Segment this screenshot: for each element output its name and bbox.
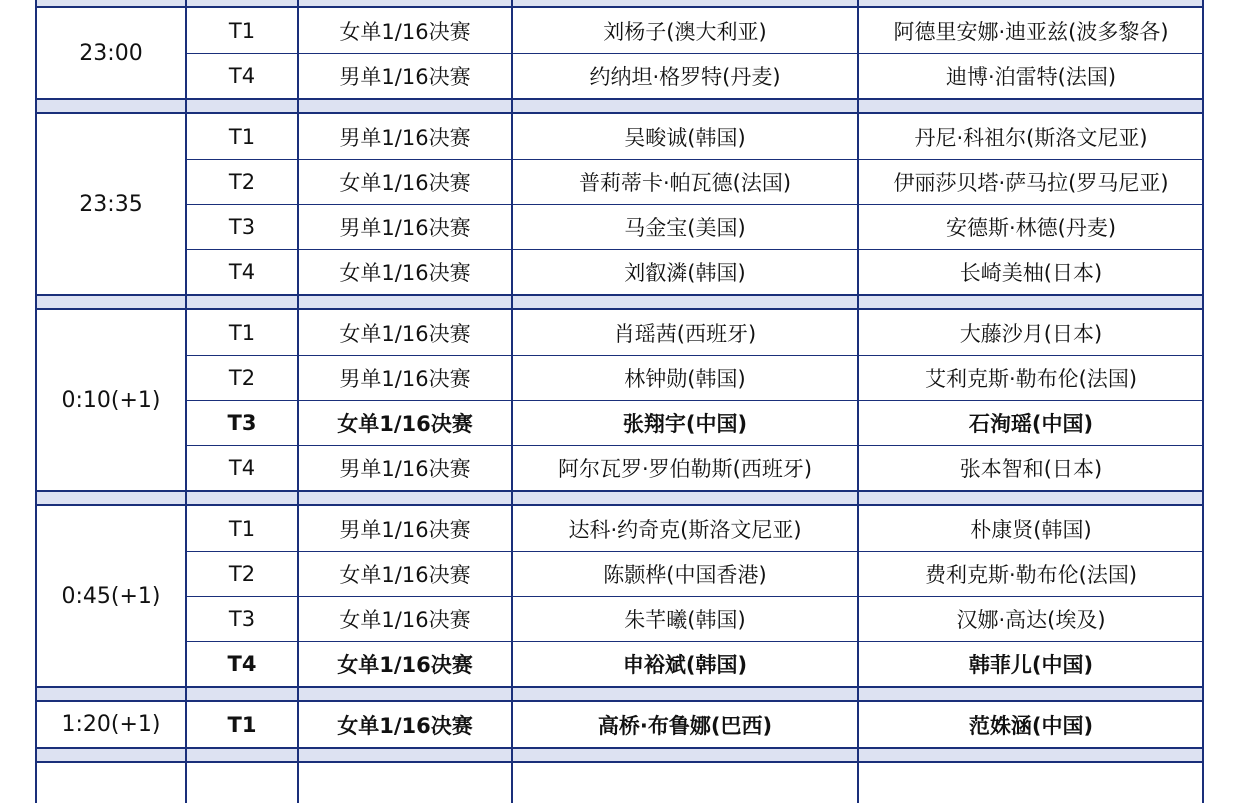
player-one: 阿尔瓦罗·罗伯勒斯(西班牙) [557, 457, 813, 481]
match-row [186, 641, 1204, 686]
event-name: 女单1/16决赛 [339, 608, 471, 632]
player-one: 张翔宇(中国) [622, 412, 748, 436]
time-slot-group [36, 8, 1204, 98]
player-one: 马金宝(美国) [624, 216, 746, 240]
player-two: 伊丽莎贝塔·萨马拉(罗马尼亚) [893, 171, 1169, 195]
player-one: 高桥·布鲁娜(巴西) [597, 713, 773, 738]
time-slot-group [36, 702, 1204, 747]
match-row [186, 551, 1204, 596]
player-one: 约纳坦·格罗特(丹麦) [589, 65, 781, 89]
event-name: 女单1/16决赛 [337, 412, 473, 436]
player-one: 吴畯诚(韩国) [624, 125, 746, 150]
match-row [186, 204, 1204, 249]
player-two: 大藤沙月(日本) [959, 321, 1103, 346]
table-number: T3 [227, 411, 257, 435]
match-row [186, 8, 1204, 53]
table-number: T2 [228, 366, 256, 390]
player-two: 费利克斯·勒布伦(法国) [924, 563, 1138, 587]
column-border [857, 0, 859, 803]
match-row [186, 506, 1204, 551]
event-name: 男单1/16决赛 [339, 517, 471, 542]
event-name: 男单1/16决赛 [339, 367, 471, 391]
time-slot-group [36, 114, 1204, 294]
time-slot-label: 0:45(+1) [61, 583, 161, 609]
column-border [185, 0, 187, 803]
player-one: 普莉蒂卡·帕瓦德(法国) [578, 171, 792, 195]
table-number: T1 [228, 516, 256, 541]
event-name: 男单1/16决赛 [339, 125, 471, 150]
table-number: T2 [228, 562, 256, 586]
time-slot-label: 0:10(+1) [61, 387, 161, 413]
player-one: 朱芊曦(韩国) [624, 608, 746, 632]
table-number: T4 [228, 260, 256, 284]
player-two: 长崎美柚(日本) [959, 261, 1103, 285]
match-row [186, 53, 1204, 98]
player-two: 迪博·泊雷特(法国) [945, 65, 1117, 89]
column-border [297, 0, 299, 803]
player-two: 范姝涵(中国) [968, 713, 1094, 738]
table-number: T4 [228, 456, 256, 480]
group-separator [36, 98, 1204, 114]
match-row [186, 249, 1204, 294]
player-one: 林钟勋(韩国) [624, 367, 746, 391]
match-row [186, 114, 1204, 159]
event-name: 女单1/16决赛 [337, 713, 473, 738]
schedule-table [36, 0, 1204, 803]
time-slot-group [36, 310, 1204, 490]
event-name: 男单1/16决赛 [339, 216, 471, 240]
time-slot-label: 1:20(+1) [61, 712, 161, 737]
column-border [1202, 0, 1204, 803]
match-row [186, 159, 1204, 204]
player-one: 刘杨子(澳大利亚) [603, 19, 767, 44]
match-row [186, 310, 1204, 355]
table-number: T1 [227, 712, 257, 737]
table-number: T1 [228, 320, 256, 345]
table-number: T3 [228, 607, 256, 631]
player-two: 丹尼·科祖尔(斯洛文尼亚) [914, 125, 1148, 150]
player-two: 朴康贤(韩国) [970, 517, 1092, 542]
match-row [186, 445, 1204, 490]
event-name: 女单1/16决赛 [339, 171, 471, 195]
time-slot-label: 23:35 [79, 191, 143, 217]
event-name: 男单1/16决赛 [339, 457, 471, 481]
player-two: 安德斯·林德(丹麦) [945, 216, 1117, 240]
group-separator [36, 0, 1204, 8]
player-two: 汉娜·高达(埃及) [956, 608, 1106, 632]
event-name: 女单1/16决赛 [339, 19, 471, 44]
player-two: 韩菲儿(中国) [968, 653, 1094, 677]
group-separator [36, 294, 1204, 310]
player-two: 艾利克斯·勒布伦(法国) [924, 367, 1138, 391]
match-row [186, 596, 1204, 641]
player-two: 张本智和(日本) [959, 457, 1103, 481]
event-name: 女单1/16决赛 [339, 563, 471, 587]
group-separator [36, 686, 1204, 702]
player-two: 阿德里安娜·迪亚兹(波多黎各) [893, 19, 1169, 44]
table-number: T2 [228, 170, 256, 194]
column-border [511, 0, 513, 803]
player-two: 石洵瑶(中国) [968, 412, 1094, 436]
table-number: T1 [228, 124, 256, 149]
time-slot-group [36, 506, 1204, 686]
player-one: 陈颢桦(中国香港) [603, 563, 767, 587]
player-one: 申裕斌(韩国) [622, 653, 748, 677]
event-name: 男单1/16决赛 [339, 65, 471, 89]
table-number: T3 [228, 215, 256, 239]
time-slot-label: 23:00 [79, 40, 143, 66]
match-row [186, 355, 1204, 400]
event-name: 女单1/16决赛 [339, 321, 471, 346]
group-separator [36, 490, 1204, 506]
match-row [186, 400, 1204, 445]
column-border [35, 0, 37, 803]
group-separator [36, 747, 1204, 763]
event-name: 女单1/16决赛 [339, 261, 471, 285]
player-one: 肖瑶茜(西班牙) [613, 321, 757, 346]
player-one: 达科·约奇克(斯洛文尼亚) [568, 517, 802, 542]
table-number: T1 [228, 18, 256, 43]
table-number: T4 [227, 652, 257, 676]
match-row [186, 702, 1204, 747]
player-one: 刘叡潾(韩国) [624, 261, 746, 285]
table-number: T4 [228, 64, 256, 88]
event-name: 女单1/16决赛 [337, 653, 473, 677]
